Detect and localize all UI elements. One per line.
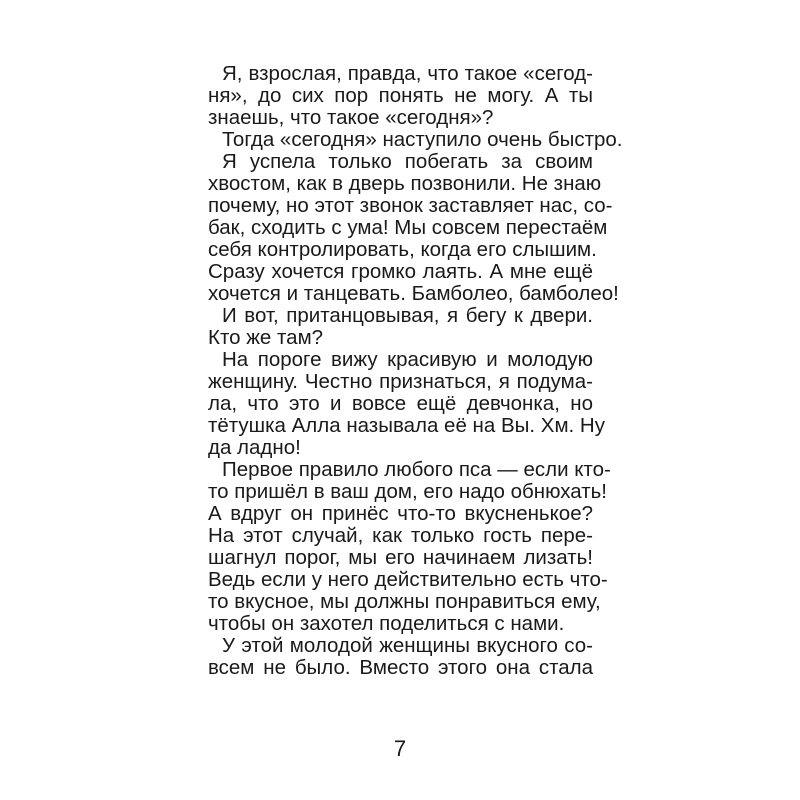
text-line: Тогда «сегодня» наступило очень быстро.	[222, 128, 623, 151]
text-line: Ведь если у него действительно есть что-	[208, 568, 608, 591]
text-line: хочется и танцевать. Бамболео, бамболео!	[208, 282, 619, 305]
text-line: На этот случай, как только гость пере-	[208, 524, 593, 547]
text-line: то вкусное, мы должны понравиться ему,	[208, 590, 601, 613]
text-line: тётушка Алла называла её на Вы. Хм. Ну	[208, 414, 605, 437]
text-line: Сразу хочется громко лаять. А мне ещё	[208, 260, 593, 283]
text-line: женщину. Честно признаться, я подума-	[208, 370, 593, 393]
text-line: На пороге вижу красивую и молодую	[222, 348, 593, 371]
text-line: хвостом, как в дверь позвонили. Не знаю	[208, 172, 602, 195]
text-line: то пришёл в ваш дом, его надо обнюхать!	[208, 480, 607, 503]
page-number: 7	[393, 736, 407, 761]
text-line: себя контролировать, когда его слышим.	[208, 238, 597, 261]
text-line: чтобы он захотел поделиться с нами.	[208, 612, 565, 635]
text-line: Кто же там?	[208, 326, 324, 349]
text-line: бак, сходить с ума! Мы совсем перестаём	[208, 216, 608, 239]
text-line: ня», до сих пор понять не могу. А ты	[208, 84, 593, 107]
text-line: ла, что это и вовсе ещё девчонка, но	[208, 392, 593, 415]
book-page-text	[208, 62, 623, 679]
text-line: У этой молодой женщины вкусного со-	[222, 634, 593, 657]
text-line: да ладно!	[208, 436, 301, 459]
text-line: Я успела только побегать за своим	[222, 150, 593, 173]
text-line: всем не было. Вместо этого она стала	[208, 656, 593, 679]
text-line: Я, взрослая, правда, что такое «сегод-	[222, 62, 593, 85]
text-line: А вдруг он принёс что-то вкусненькое?	[208, 502, 593, 525]
text-line: шагнул порог, мы его начинаем лизать!	[208, 546, 593, 569]
text-line: И вот, пританцовывая, я бегу к двери.	[222, 304, 593, 327]
text-line: почему, но этот звонок заставляет нас, со-	[208, 194, 613, 217]
text-line: знаешь, что такое «сегодня»?	[208, 106, 494, 129]
text-line: Первое правило любого пса — если кто-	[222, 458, 611, 481]
